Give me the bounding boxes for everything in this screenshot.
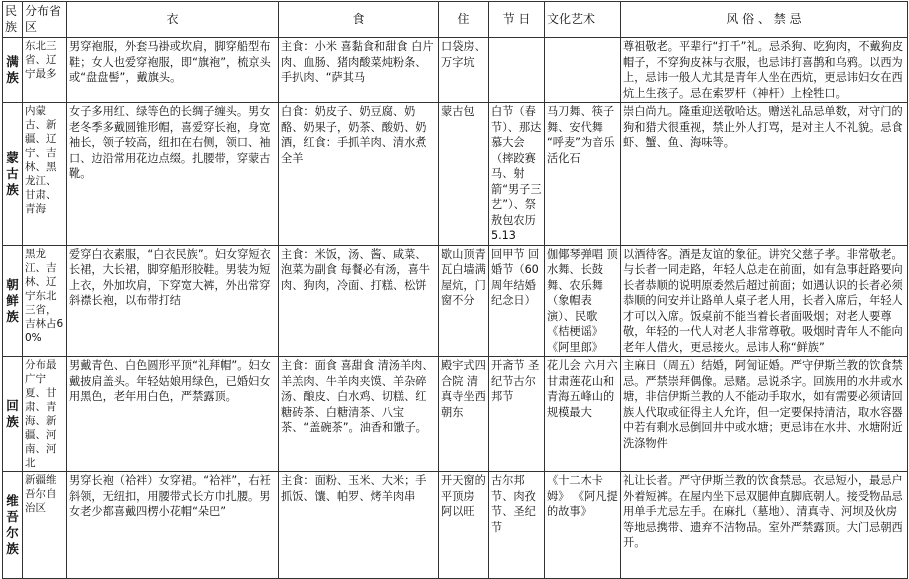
- region-cell: 内蒙古、新疆、辽宁、吉林、黑龙江、甘肃、青海: [23, 103, 67, 246]
- housing-cell: 歇山顶青瓦白墙满屋炕，门窗不分: [439, 245, 489, 357]
- arts-cell: 《十二木卡姆》 《阿凡提的故事》: [545, 472, 621, 579]
- food-cell: 主食：米饭，汤、酱、咸菜、泡菜为副食 每餐必有汤，喜牛肉、狗肉，冷面、打糕、松饼: [279, 245, 439, 357]
- customs-cell: 主麻日（周五）结婚，阿訇证婚。严守伊斯兰教的饮食禁忌。严禁崇拜偶像。忌赌。忌说杀字。回族用的水井或水塘，非信伊斯兰教的人不能动手取水，如有需要必须请回族人代取或征得主人允许，但一定要保持清洁，取水容器中若有剩水忌倒回井中或水塘；更忌讳在水井、水塘附近洗涤物件: [621, 357, 908, 472]
- housing-cell: 开天窗的平顶房 阿以旺: [439, 472, 489, 579]
- arts-cell: [545, 38, 621, 103]
- ethnic-cell: 满族: [3, 38, 23, 103]
- customs-cell: 尊祖敬老。平辈行“打千”礼。忌杀狗、吃狗肉，不戴狗皮帽子，不穿狗皮袜与衣服，也忌讳打喜鹊和乌鸦。以西为上，忌讳一般人尤其是青年人坐在西炕，更忌讳妇女在西炕上生孩子。忌在索罗杆（神杆）上栓牲口。: [621, 38, 908, 103]
- region-cell: 分布最广宁夏、甘肃、青海、新疆、河南、河北: [23, 357, 67, 472]
- food-cell: 主食：面粉、玉米、大米；手抓饭、馕、帕罗、烤羊肉串: [279, 472, 439, 579]
- table-row-manchu: [3, 38, 908, 103]
- ethnic-customs-table: [2, 1, 908, 579]
- clothing-cell: 男戴青色、白色圆形平顶“礼拜帽”。妇女戴披肩盖头。年轻姑娘用绿色，已婚妇女用黑色，老年用白色，严禁露顶。: [67, 357, 279, 472]
- festival-cell: [489, 38, 545, 103]
- food-cell: 主食：小米 喜黏食和甜食 白片肉、血肠、猪肉酸菜炖粉条、手扒肉、“萨其马: [279, 38, 439, 103]
- festival-cell: 开斋节 圣纪节古尔邦节: [489, 357, 545, 472]
- clothing-cell: 男穿袍服，外套马褂或坎肩，脚穿船型布鞋；女人也爱穿袍服，即“旗袍”，梳京头或“盘盘髻”，戴旗头。: [67, 38, 279, 103]
- clothing-cell: 爱穿白衣素服，“白衣民族”。妇女穿短衣长裙，大长裙，脚穿船形胶鞋。男装为短上衣，外加坎肩，下穿宽大裤，外出常穿斜襟长袍，以布带打结: [67, 245, 279, 357]
- header-ethnic: 民族: [3, 2, 23, 38]
- festival-cell: 古尔邦节、肉孜节、圣纪节: [489, 472, 545, 579]
- ethnic-cell: 蒙古族: [3, 103, 23, 246]
- header-region: 分布省区: [23, 2, 67, 38]
- clothing-cell: 男穿长袍（袷袢）女穿裙。“袷袢”，右衽斜领，无纽扣，用腰带式长方巾扎腰。男女老少都喜戴四楞小花帽“朵巴”: [67, 472, 279, 579]
- header-festival: 节 日: [489, 2, 545, 38]
- ethnic-cell: 回族: [3, 357, 23, 472]
- table-row-hui: [3, 357, 908, 472]
- clothing-cell: 女子多用红、绿等色的长绸子缠头。男女老冬季多戴圆锥形帽，喜爱穿长袍，身宽袖长，领子较高，纽扣在右侧，领口、袖口、边沿常用花边点缀。扎腰带，穿蒙古靴。: [67, 103, 279, 246]
- festival-cell: 白节（春节）、那达慕大会（摔跤赛马、射箭“男子三艺”）、祭敖包农历5.13: [489, 103, 545, 246]
- region-cell: 东北三省、辽宁最多: [23, 38, 67, 103]
- arts-cell: 伽倻琴弹唱 顶水舞、长鼓舞、农乐舞（象帽表演）、民歌《桔梗谣》《阿里郎》: [545, 245, 621, 357]
- customs-cell: 礼让长者。严守伊斯兰教的饮食禁忌。衣忌短小，最忌户外着短裤。在屋内坐下忌双腿伸直脚底朝人。接受物品忌用单手尤忌左手。在麻扎（墓地）、清真寺、河坝及伙房等地忌携带、遗弃不洁物品。室外严禁露顶。大门忌朝西开。: [621, 472, 908, 579]
- header-arts: 文化艺术: [545, 2, 621, 38]
- ethnic-cell: 维吾尔族: [3, 472, 23, 579]
- region-cell: 黑龙江、吉林、辽宁东北三省，吉林占60%: [23, 245, 67, 357]
- housing-cell: 蒙古包: [439, 103, 489, 246]
- festival-cell: 回甲节 回婚节（60周年结婚纪念日）: [489, 245, 545, 357]
- customs-cell: 以酒待客。酒是友谊的象征。讲究父慈子孝。非常敬老。与长者一同走路，年轻人总走在前面，如有急事赶路要向长者恭顺的说明原委然后超过前面；如遇认识的长者必须恭顺的问安并让路单人桌子老人用，长者入席后，年轻人才可以入席。饭桌前不能当着长者面吸烟；对老人要尊敬，年轻的一代人对老人非常尊敬。吸烟时青年人不能向老年人借火，更忌接火。忌讳人称“鲜族”: [621, 245, 908, 357]
- table-row-korean: [3, 245, 908, 357]
- customs-table-sheet: [2, 1, 907, 556]
- customs-cell: 崇白尚九。隆重迎送敬哈达。赠送礼品忌单数，对守门的狗和猎犬很重视，禁止外人打骂，是对主人不礼貌。忌食虾、蟹、鱼、海味等。: [621, 103, 908, 246]
- header-food: 食: [279, 2, 439, 38]
- food-cell: 白食：奶皮子、奶豆腐、奶酪、奶果子，奶茶、酸奶、奶酒，红食：手抓羊肉、清水煮全羊: [279, 103, 439, 246]
- housing-cell: 殿宇式四合院 清真寺坐西朝东: [439, 357, 489, 472]
- food-cell: 主食：面食 喜甜食 清汤羊肉、羊羔肉、牛羊肉夹馍、羊杂碎汤、酿皮、白水鸡、切糕、红糖砖茶、白糖清茶、八宝茶、“盖碗茶”。油香和馓子。: [279, 357, 439, 472]
- header-customs: 风 俗 、 禁 忌: [621, 2, 908, 38]
- ethnic-cell: 朝鲜族: [3, 245, 23, 357]
- region-cell: 新疆维吾尔自治区: [23, 472, 67, 579]
- housing-cell: 口袋房、万字坑: [439, 38, 489, 103]
- header-row: [3, 2, 908, 38]
- arts-cell: 花儿会 六月六甘肃莲花山和青海五峰山的规模最大: [545, 357, 621, 472]
- arts-cell: 马刀舞、筷子舞、安代舞 “呼麦”为音乐活化石: [545, 103, 621, 246]
- table-row-mongol: [3, 103, 908, 246]
- header-housing: 住: [439, 2, 489, 38]
- header-clothing: 衣: [67, 2, 279, 38]
- table-row-uyghur: [3, 472, 908, 579]
